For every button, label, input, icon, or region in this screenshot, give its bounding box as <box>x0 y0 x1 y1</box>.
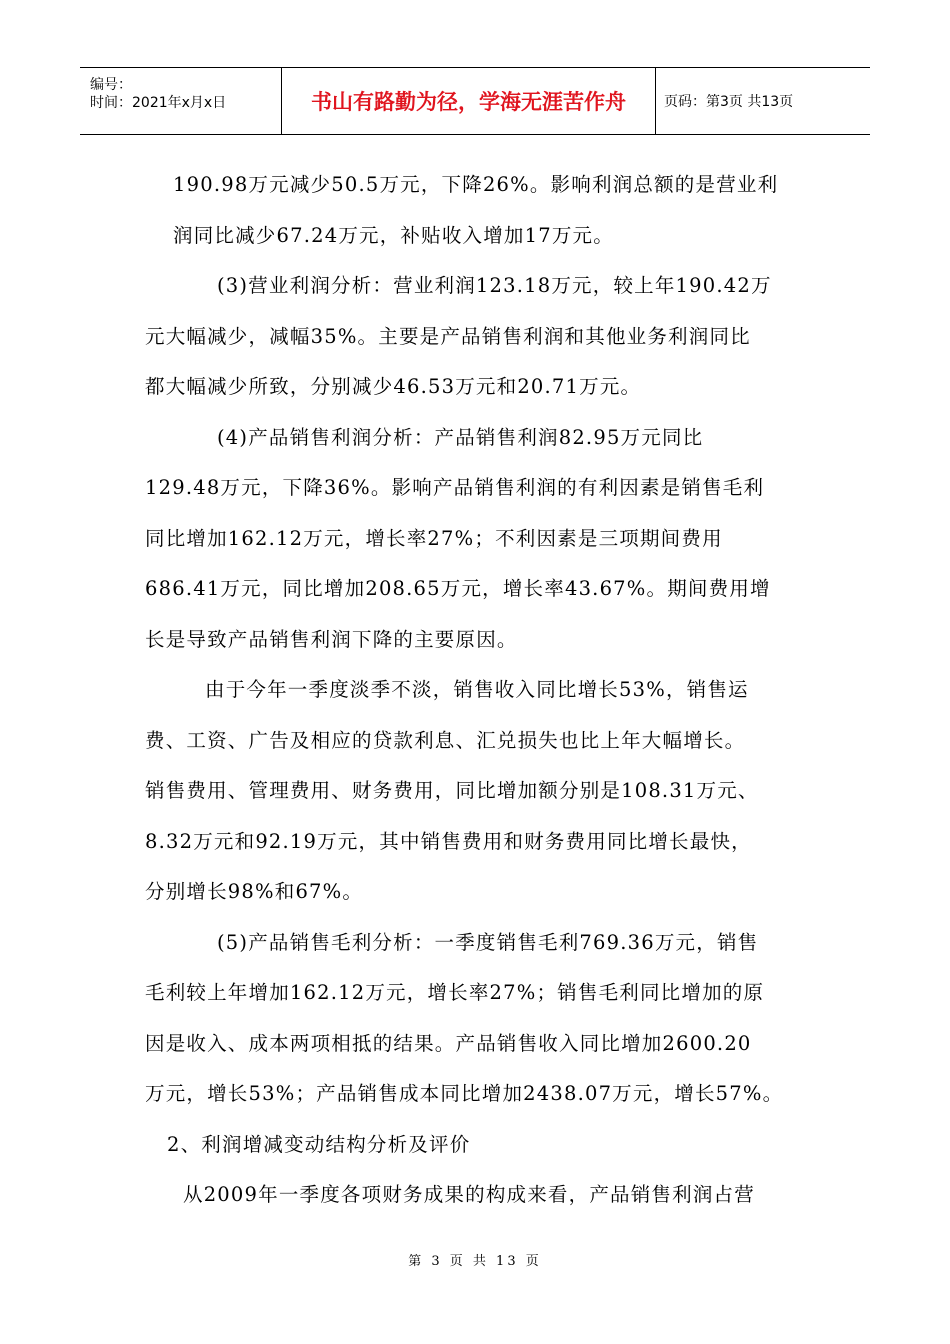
page-footer: 第 3 页 共 13 页 <box>408 1254 542 1269</box>
header-page-label: 页码：第3页 共13页 <box>664 94 794 110</box>
page-header <box>80 67 870 135</box>
body-line: 元大幅减少，减幅35%。主要是产品销售利润和其他业务利润同比 <box>145 324 751 348</box>
body-line: 同比增加162.12万元，增长率27%；不利因素是三项期间费用 <box>145 526 723 550</box>
body-line: 因是收入、成本两项相抵的结果。产品销售收入同比增加2600.20 <box>145 1031 752 1055</box>
section-heading: 2、利润增减变动结构分析及评价 <box>167 1132 471 1156</box>
body-line: 长是导致产品销售利润下降的主要原因。 <box>145 627 518 651</box>
body-line: 毛利较上年增加162.12万元，增长率27%；销售毛利同比增加的原 <box>145 981 765 1004</box>
number-label: 编号： <box>90 77 132 93</box>
body-line: 费、工资、广告及相应的贷款利息、汇兑损失也比上年大幅增长。 <box>145 728 746 752</box>
body-line: (3)营业利润分析：营业利润123.18万元，较上年190.42万 <box>217 274 772 297</box>
body-line: 分别增长98%和67%。 <box>145 880 364 903</box>
body-line: 万元，增长53%；产品销售成本同比增加2438.07万元，增长57%。 <box>145 1082 784 1105</box>
header-meta <box>80 68 282 134</box>
body-line: 销售费用、管理费用、财务费用，同比增加额分别是108.31万元、 <box>145 779 759 802</box>
document-body <box>145 160 815 1221</box>
body-line: 190.98万元减少50.5万元，下降26%。影响利润总额的是营业利 <box>173 173 779 196</box>
body-line: 从2009年一季度各项财务成果的构成来看，产品销售利润占营 <box>183 1183 755 1206</box>
body-line: 129.48万元，下降36%。影响产品销售利润的有利因素是销售毛利 <box>145 476 765 499</box>
body-line: (5)产品销售毛利分析：一季度销售毛利769.36万元，销售 <box>217 930 759 954</box>
date-label: 时间：2021年x月x日 <box>90 95 227 111</box>
body-line: 都大幅减少所致，分别减少46.53万元和20.71万元。 <box>145 375 642 398</box>
body-line: 8.32万元和92.19万元，其中销售费用和财务费用同比增长最快， <box>145 829 752 853</box>
body-line: (4)产品销售利润分析：产品销售利润82.95万元同比 <box>217 425 704 449</box>
body-line: 润同比减少67.24万元，补贴收入增加17万元。 <box>173 223 614 247</box>
body-line: 686.41万元，同比增加208.65万元，增长率43.67%。期间费用增 <box>145 577 771 600</box>
body-line: 由于今年一季度淡季不淡，销售收入同比增长53%，销售运 <box>205 678 749 701</box>
header-motto: 书山有路勤为径，学海无涯苦作舟 <box>282 68 656 134</box>
